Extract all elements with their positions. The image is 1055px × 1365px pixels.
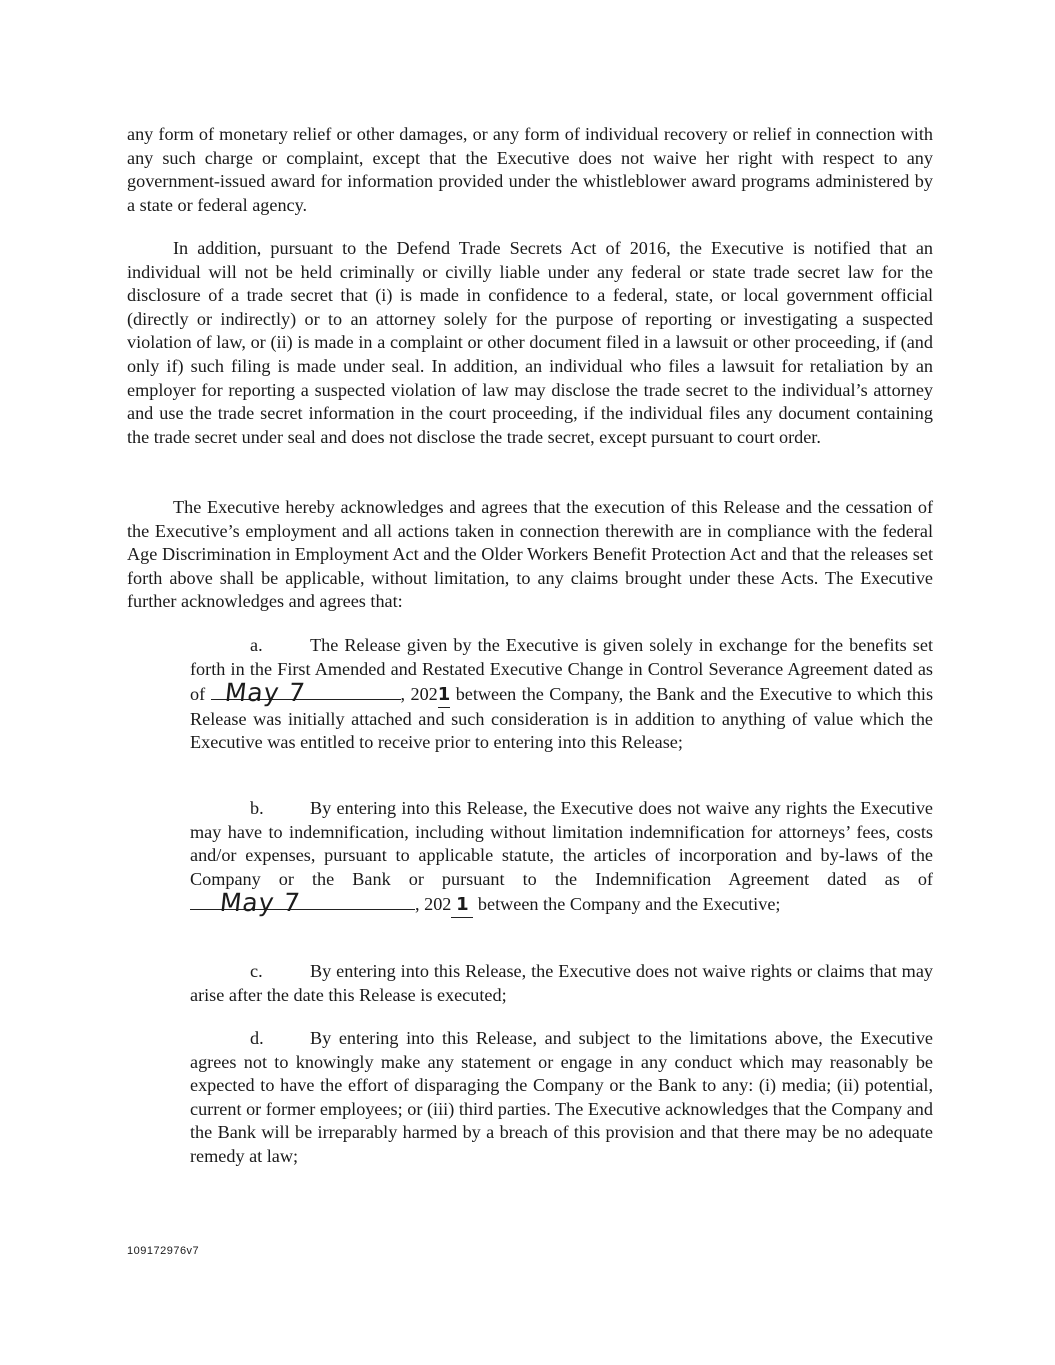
item-b: [190, 797, 933, 918]
item-a-text-after: between the Company, the Bank and the Executive to which this Release was initially attached and such consideration is in addition to anything of value which the Executive was entitled to receive prior to entering into this Release;: [190, 684, 934, 753]
item-a-year-blank: [438, 683, 451, 708]
item-a-year-prefix: , 202: [400, 684, 438, 705]
paragraph-acknowledgement: The Executive hereby acknowledges and agrees that the execution of this Release and the cessation of the Executive’s employment and all actions taken in connection therewith are in compliance with the federal Age Discrimination in Employment Act and the Older Workers Benefit Protection Act and that the releases set forth above shall be applicable, without limitation, to any claims brought under these Acts. The Executive further acknowledges and agrees that:: [127, 497, 933, 612]
item-b-handwritten-date: May 7: [218, 888, 303, 918]
item-c: [190, 960, 933, 1007]
item-a-text-before: The Release given by the Executive is given solely in exchange for the benefits set forth in the First Amended and Restated Executive Change in Control Severance Agreement dated as of: [190, 635, 933, 705]
paragraph-defend-trade-secrets: In addition, pursuant to the Defend Trade Secrets Act of 2016, the Executive is notified that an individual will not be held criminally or civilly liable under any federal or state trade secret law for the disclosure of a trade secret that (i) is made in confidence to a federal, state, or local government official (directly or indirectly) or to an attorney solely for the purpose of reporting or investigating a suspected violation of law, or (ii) is made in a complaint or other document filed in a lawsuit or other proceeding, if (and only if) such filing is made under seal. In addition, an individual who files a lawsuit for retaliation by an employer for reporting a suspected violation of law may disclose the trade secret to the individual’s attorney and use the trade secret information in the court proceeding, if the individual files any document containing the trade secret under seal and does not disclose the trade secret, except pursuant to court order.: [127, 238, 933, 447]
item-a-date-blank: [211, 678, 401, 708]
item-a-handwritten-date: May 7: [223, 678, 307, 708]
item-d-text: By entering into this Release, and subject to the limitations above, the Executive agrees not to knowingly make any statement or engage in any conduct which may reasonably be expected to have the effort of disparaging the Company or the Bank to any: (i) media; (ii) potential, current or former employees; or (iii) third parties. The Executive acknowledges that the Company and the Bank will be irreparably harmed by a breach of this provision and that there may be no adequate remedy at law;: [190, 1028, 933, 1166]
paragraph-monetary-relief: any form of monetary relief or other damages, or any form of individual recovery or relief in connection with any such charge or complaint, except that the Executive does not waive her right with respect to any government-issued award for information provided under the whistleblower award programs administered by a state or federal agency.: [127, 124, 933, 215]
item-b-year-blank: [451, 893, 473, 918]
document-id: 109172976v7: [127, 1245, 200, 1257]
item-d: [190, 1027, 933, 1169]
item-b-handwritten-year: 1: [456, 894, 469, 916]
item-b-marker: b.: [250, 798, 264, 818]
item-d-marker: d.: [250, 1028, 264, 1048]
item-b-text-before: By entering into this Release, the Executive does not waive any rights the Executive may have to indemnification, including without limitation indemnification for attorneys’ fees, costs and/or expenses, pursuant to applicable statute, the articles of incorporation and by-laws of the Company or the Bank or pursuant to the Indemnification Agreement dated as of: [190, 798, 933, 889]
item-a-marker: a.: [250, 635, 263, 655]
item-c-marker: c.: [250, 961, 263, 981]
item-b-text-after: between the Company and the Executive;: [477, 894, 781, 915]
item-b-year-prefix: , 202: [415, 894, 452, 915]
item-b-date-blank: [190, 888, 415, 918]
item-a-handwritten-year: 1: [437, 684, 451, 706]
item-c-text: By entering into this Release, the Executive does not waive rights or claims that may arise after the date this Release is executed;: [190, 961, 933, 1005]
item-a: [190, 634, 933, 755]
